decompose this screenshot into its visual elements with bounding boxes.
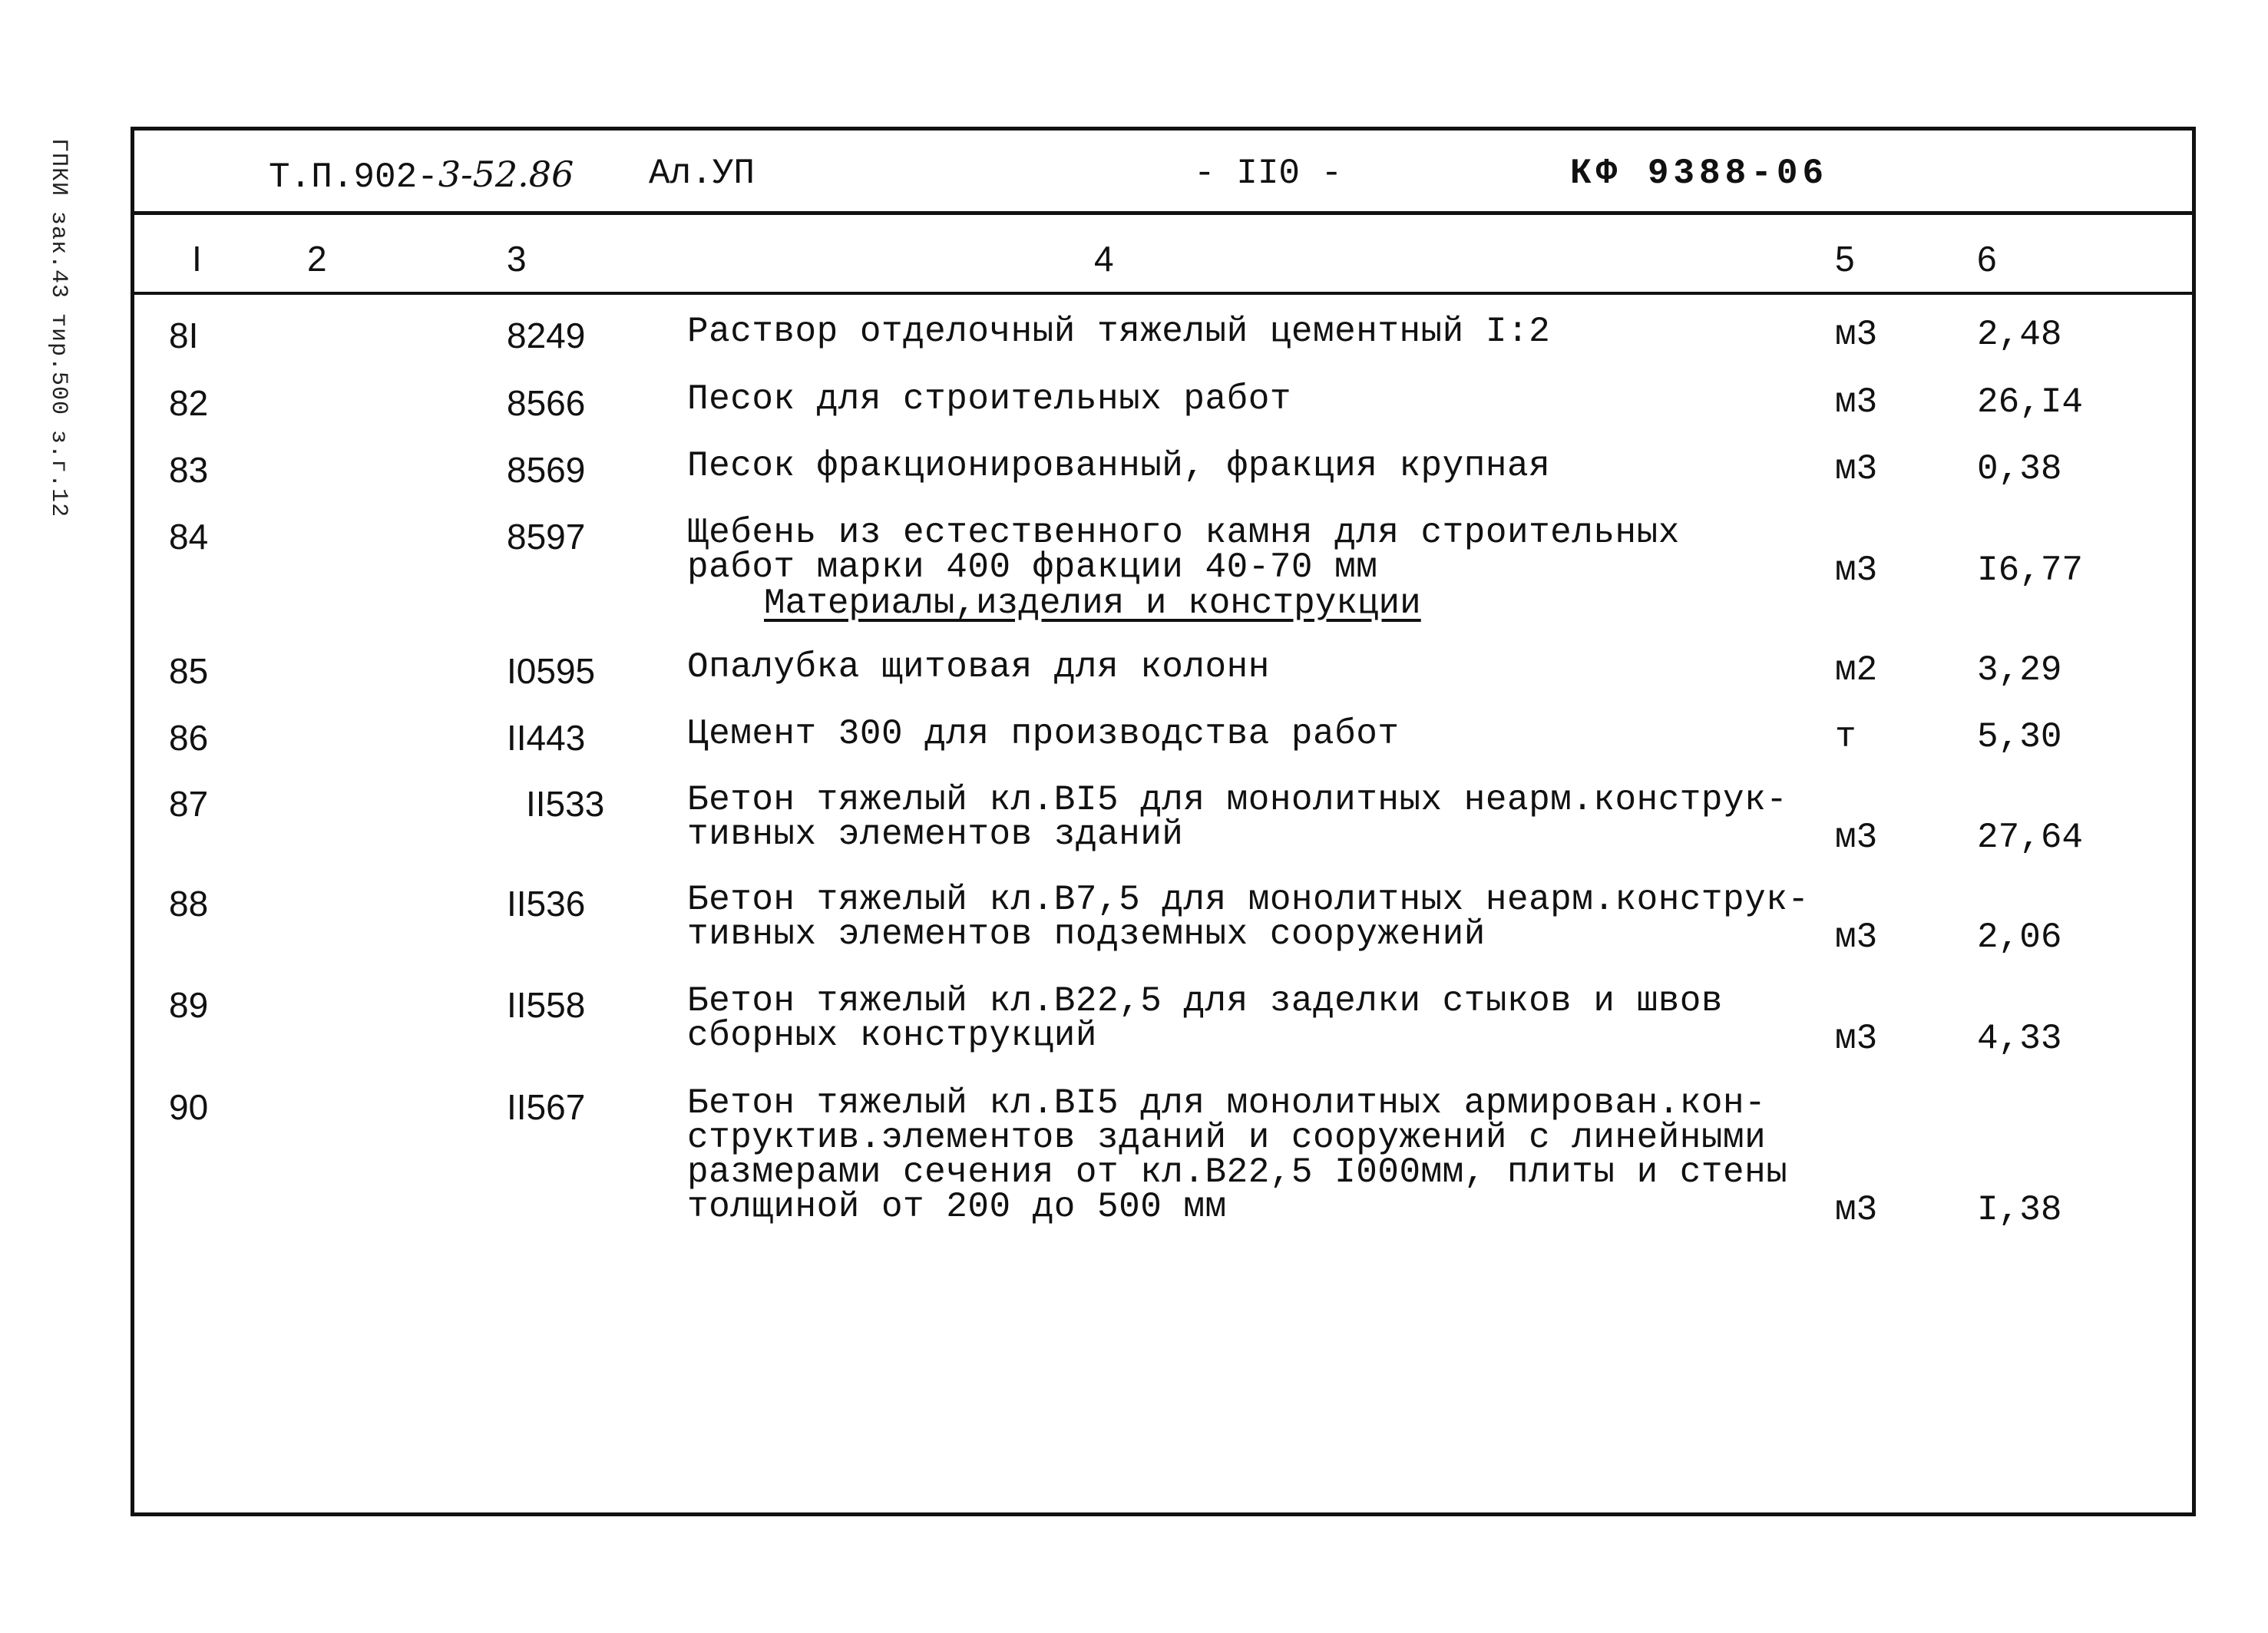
column-number-3: 3 [507, 239, 527, 279]
unit: м3 [1835, 449, 1878, 489]
resource-name [687, 647, 1270, 687]
resource-name-line: Бетон тяжелый кл.BI5 для монолитных неарм.конструк- [687, 780, 1788, 820]
resource-name-line: тивных элементов подземных сооружений [687, 914, 1486, 954]
resource-name-line: Бетон тяжелый кл.B7,5 для монолитных неарм.конструк- [687, 880, 1810, 920]
page-number: - II0 - [1194, 154, 1343, 193]
quantity: 0,38 [1977, 449, 2062, 489]
document-frame [131, 127, 2196, 1516]
quantity: 5,30 [1977, 717, 2062, 757]
column-number-4: 4 [1094, 239, 1114, 279]
column-number-2: 2 [307, 239, 327, 279]
unit: т [1835, 717, 1856, 757]
resource-name-line: сборных конструкций [687, 1016, 1097, 1056]
resource-code: II536 [507, 884, 586, 924]
quantity: I,38 [1977, 1190, 2062, 1230]
doc-number [269, 154, 574, 197]
resource-name [687, 880, 1810, 954]
resource-code: 8569 [507, 450, 586, 490]
resource-code: II558 [507, 985, 586, 1025]
resource-name [687, 513, 1680, 587]
quantity: 4,33 [1977, 1019, 2062, 1059]
resource-name-line: Цемент 300 для производства работ [687, 714, 1400, 754]
archive-stamp: ГПКИ зак.43 тир.500 з.г.12 [45, 138, 71, 518]
doc-prefix: Т.П.902- [269, 157, 438, 197]
column-number-5: 5 [1835, 239, 1855, 279]
resource-name-line: Бетон тяжелый кл.B22,5 для заделки стыков и швов [687, 981, 1724, 1021]
resource-code: 8566 [507, 383, 586, 423]
resource-name [687, 714, 1400, 754]
row-number: 88 [169, 884, 209, 924]
resource-name [687, 981, 1724, 1056]
resource-code: 8597 [507, 517, 586, 557]
quantity: 2,06 [1977, 917, 2062, 957]
resource-name-line: размерами сечения от кл.B22,5 I000мм, плиты и стены [687, 1152, 1788, 1192]
resource-name [687, 780, 1788, 855]
row-number: 8I [169, 316, 199, 355]
resource-name-line: тивных элементов зданий [687, 815, 1184, 855]
quantity: 2,48 [1977, 315, 2062, 355]
unit: м3 [1835, 550, 1878, 590]
resource-code: II533 [526, 784, 605, 824]
row-number: 82 [169, 383, 209, 423]
resource-name-line: работ марки 400 фракции 40-70 мм [687, 547, 1378, 587]
resource-name-line: толщиной от 200 до 500 мм [687, 1187, 1227, 1227]
resource-name [687, 446, 1551, 486]
unit: м2 [1835, 650, 1878, 690]
unit: м3 [1835, 315, 1878, 355]
header-divider [134, 211, 2192, 215]
unit: м3 [1835, 382, 1878, 422]
section-heading: Материалы,изделия и конструкции [764, 583, 1421, 623]
quantity: 27,64 [1977, 818, 2084, 858]
album-number: Ал.УП [649, 154, 755, 193]
row-number: 85 [169, 651, 209, 691]
resource-name-line: Опалубка щитовая для колонн [687, 647, 1270, 687]
row-number: 89 [169, 985, 209, 1025]
resource-name [687, 379, 1291, 419]
quantity: 3,29 [1977, 650, 2062, 690]
doc-suffix: 3-52.86 [438, 154, 574, 195]
unit: м3 [1835, 1019, 1878, 1059]
unit: м3 [1835, 1190, 1878, 1230]
unit: м3 [1835, 917, 1878, 957]
resource-name-line: Раствор отделочный тяжелый цементный I:2 [687, 312, 1551, 352]
resource-name-line: Бетон тяжелый кл.BI5 для монолитных армирован.кон- [687, 1083, 1767, 1123]
resource-code: 8249 [507, 316, 586, 355]
column-number-6: 6 [1977, 239, 1997, 279]
column-number-1: I [192, 239, 202, 279]
resource-name [687, 1083, 1788, 1227]
row-number: 86 [169, 718, 209, 758]
resource-name-line: Песок для строительных работ [687, 379, 1291, 419]
row-number: 87 [169, 784, 209, 824]
quantity: I6,77 [1977, 550, 2084, 590]
row-number: 83 [169, 450, 209, 490]
sheet-code: КФ 9388-06 [1570, 154, 1829, 193]
quantity: 26,I4 [1977, 382, 2084, 422]
column-header-divider [134, 292, 2192, 295]
resource-code: II567 [507, 1087, 586, 1127]
unit: м3 [1835, 818, 1878, 858]
row-number: 90 [169, 1087, 209, 1127]
row-number: 84 [169, 517, 209, 557]
resource-name [687, 312, 1551, 352]
resource-name-line: Песок фракционированный, фракция крупная [687, 446, 1551, 486]
resource-name-line: структив.элементов зданий и сооружений с линейными [687, 1118, 1767, 1158]
resource-code: I0595 [507, 651, 596, 691]
resource-name-line: Щебень из естественного камня для строительных [687, 513, 1680, 553]
resource-code: II443 [507, 718, 586, 758]
